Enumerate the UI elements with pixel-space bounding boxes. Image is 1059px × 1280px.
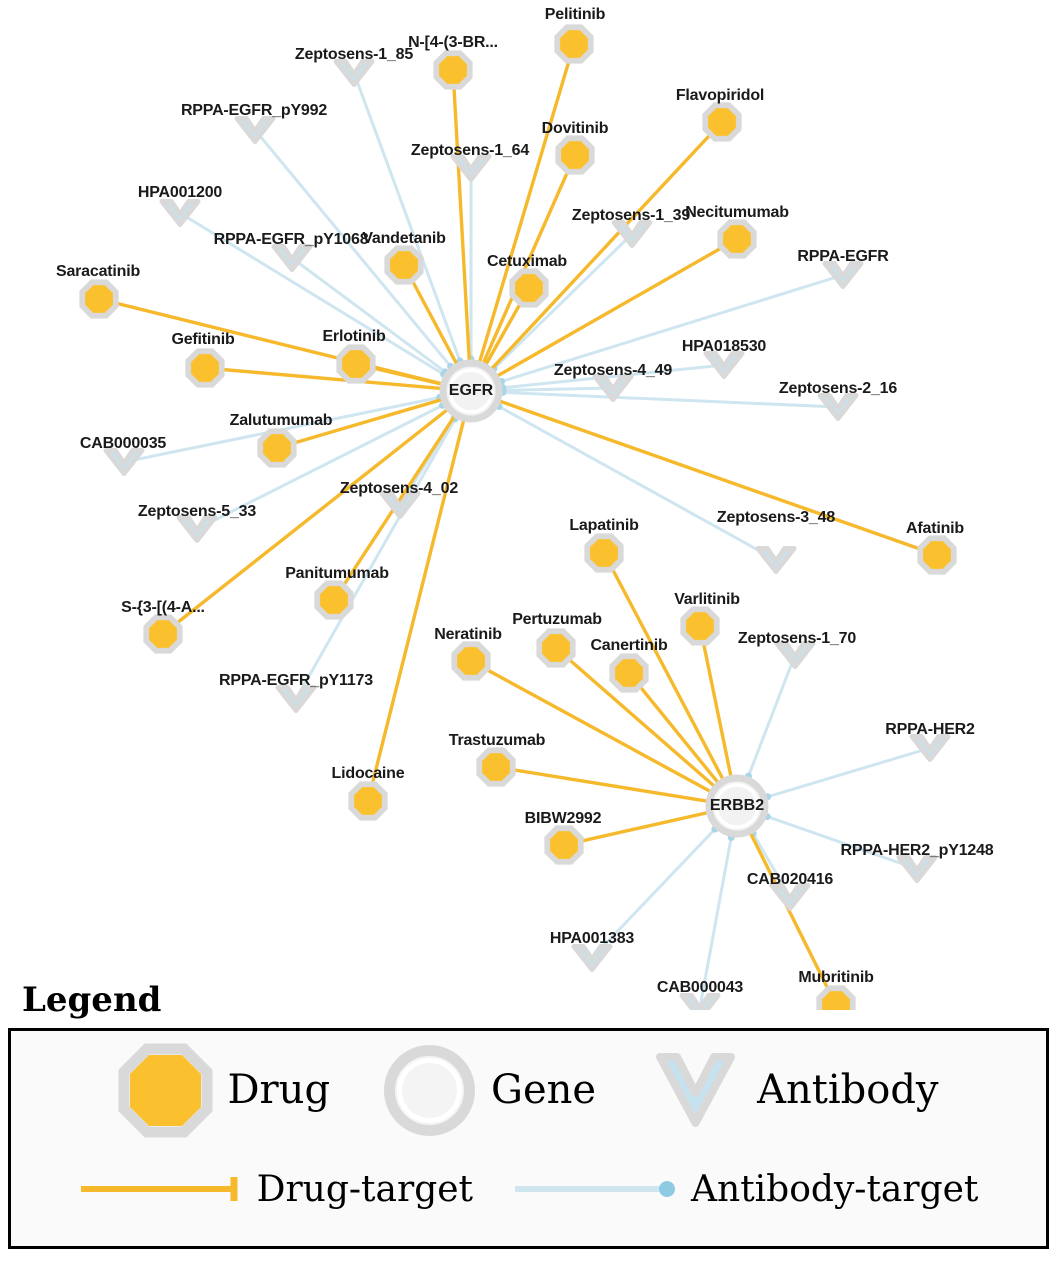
drug-node-label: Saracatinib bbox=[55, 263, 141, 280]
drug-node bbox=[547, 828, 580, 861]
drug-node-label: Trastuzumab bbox=[448, 732, 546, 749]
antibody-node bbox=[106, 451, 142, 474]
antibody-node bbox=[278, 688, 314, 711]
drug-node-label: Zalutumumab bbox=[229, 412, 333, 429]
drug-target-edge-icon bbox=[79, 1174, 247, 1204]
drug-node-label: Gefitinib bbox=[171, 331, 235, 348]
antibody-node-label: CAB020416 bbox=[746, 871, 834, 888]
drug-node-label: Dovitinib bbox=[541, 120, 609, 137]
drug-node bbox=[339, 347, 372, 380]
drug-node-label: Lapatinib bbox=[569, 517, 639, 534]
legend-label-gene: Gene bbox=[491, 1067, 597, 1113]
antibody-node bbox=[825, 264, 861, 287]
drug-node-label: Necitumumab bbox=[685, 204, 789, 221]
antibody-node-label: RPPA-HER2 bbox=[885, 721, 975, 738]
legend-item-antibody-target bbox=[513, 1169, 978, 1210]
antibody-target-edge bbox=[748, 655, 795, 776]
drug-target-edge bbox=[629, 673, 718, 783]
drug-node-label: Lidocaine bbox=[331, 765, 405, 782]
antibody-node bbox=[899, 858, 935, 881]
drug-node-label: Mubritinib bbox=[798, 969, 874, 986]
drug-node bbox=[512, 271, 545, 304]
antibody-node-label: RPPA-EGFR bbox=[797, 248, 889, 265]
antibody-node-label: Zeptosens-2_16 bbox=[778, 380, 898, 397]
antibody-node-label: Zeptosens-1_39 bbox=[571, 207, 691, 224]
legend-label-drug-target: Drug-target bbox=[256, 1168, 474, 1210]
drug-node-label: Flavopiridol bbox=[675, 87, 765, 104]
legend-item-antibody bbox=[622, 1043, 964, 1138]
gene-node-label: ERBB2 bbox=[709, 797, 765, 814]
antibody-target-edge-icon bbox=[513, 1174, 681, 1204]
legend-label-antibody-target: Antibody-target bbox=[691, 1168, 979, 1210]
drug-node-label: S-{3-[(4-A... bbox=[121, 599, 205, 616]
drug-node bbox=[387, 248, 420, 281]
drug-node bbox=[479, 750, 512, 783]
antibody-node-label: RPPA-HER2_pY1248 bbox=[840, 842, 994, 859]
antibody-node bbox=[336, 62, 372, 85]
drug-node-label: Neratinib bbox=[434, 626, 502, 643]
antibody-node-label: Zeptosens-1_70 bbox=[737, 630, 857, 647]
legend bbox=[0, 980, 1059, 1249]
drug-node bbox=[436, 53, 469, 86]
drug-node-label: Panitumumab bbox=[285, 565, 389, 582]
antibody-node bbox=[758, 549, 794, 572]
drug-node bbox=[705, 105, 738, 138]
legend-item-drug-target bbox=[79, 1169, 473, 1210]
drug-target-edge bbox=[480, 44, 574, 362]
gene-node-label: EGFR bbox=[448, 382, 494, 399]
legend-node-row bbox=[11, 1031, 1046, 1149]
drug-target-edge bbox=[700, 626, 731, 777]
antibody-node bbox=[574, 947, 610, 970]
antibody-node-label: Zeptosens-4_49 bbox=[553, 362, 673, 379]
antibody-target-edge bbox=[768, 748, 930, 797]
antibody-chevron-icon bbox=[648, 1043, 743, 1138]
antibody-node-label: Zeptosens-3_48 bbox=[716, 509, 836, 526]
legend-item-gene bbox=[356, 1043, 622, 1138]
drug-node bbox=[146, 617, 179, 650]
drug-target-edge bbox=[453, 70, 469, 361]
drug-node-label: Pelitinib bbox=[544, 6, 606, 23]
antibody-node-label: Zeptosens-1_85 bbox=[294, 46, 414, 63]
drug-octagon-icon bbox=[118, 1043, 213, 1138]
antibody-node-label: CAB000035 bbox=[79, 435, 167, 452]
drug-node bbox=[720, 222, 753, 255]
antibody-node-label: HPA018530 bbox=[681, 338, 767, 355]
drug-node-label: Canertinib bbox=[590, 637, 668, 654]
drug-node bbox=[260, 431, 293, 464]
drug-target-edge bbox=[499, 401, 937, 555]
drug-node bbox=[82, 282, 115, 315]
drug-node bbox=[317, 583, 350, 616]
antibody-target-edge bbox=[502, 275, 843, 381]
drug-node bbox=[557, 27, 590, 60]
antibody-node-label: Zeptosens-5_33 bbox=[137, 503, 257, 520]
antibody-node-label: RPPA-EGFR_pY1173 bbox=[219, 672, 373, 689]
drug-node-label: Pertuzumab bbox=[512, 611, 602, 628]
drug-node bbox=[920, 538, 953, 571]
antibody-node bbox=[237, 119, 273, 142]
antibody-node-label: Zeptosens-1_64 bbox=[410, 142, 530, 159]
drug-node-label: Vandetanib bbox=[362, 230, 446, 247]
drug-node-label: BIBW2992 bbox=[524, 810, 602, 827]
drug-node bbox=[587, 536, 620, 569]
legend-label-antibody: Antibody bbox=[757, 1067, 939, 1113]
drug-node bbox=[558, 138, 591, 171]
drug-target-edge bbox=[205, 368, 441, 388]
antibody-target-edge bbox=[296, 419, 455, 699]
drug-node bbox=[539, 631, 572, 664]
antibody-node-label: CAB000043 bbox=[656, 979, 744, 996]
antibody-node-label: HPA001383 bbox=[549, 930, 635, 947]
drug-node-label: N-[4-(3-BR... bbox=[408, 34, 498, 51]
legend-label-drug: Drug bbox=[227, 1067, 331, 1113]
antibody-node bbox=[912, 737, 948, 760]
antibody-node-label: HPA001200 bbox=[137, 184, 223, 201]
antibody-target-edge bbox=[503, 388, 613, 390]
gene-circle-icon bbox=[382, 1043, 477, 1138]
antibody-node-label: RPPA-EGFR_pY992 bbox=[180, 102, 328, 119]
drug-node bbox=[454, 644, 487, 677]
antibody-target-edge bbox=[354, 73, 460, 361]
antibody-node-label: Zeptosens-4_02 bbox=[339, 480, 459, 497]
drug-node bbox=[351, 784, 384, 817]
drug-node bbox=[612, 656, 645, 689]
antibody-node-label: RPPA-EGFR_pY1068 bbox=[213, 231, 369, 248]
drug-node bbox=[683, 609, 716, 642]
legend-title: Legend bbox=[22, 980, 162, 1020]
drug-node-label: Erlotinib bbox=[322, 328, 386, 345]
drug-node bbox=[188, 351, 221, 384]
legend-edge-row bbox=[11, 1149, 1046, 1229]
drug-node-label: Cetuximab bbox=[487, 253, 567, 270]
legend-item-drug bbox=[92, 1043, 356, 1138]
drug-node-label: Varlitinib bbox=[674, 591, 740, 608]
drug-node-label: Afatinib bbox=[906, 520, 964, 537]
legend-box bbox=[8, 1028, 1049, 1249]
